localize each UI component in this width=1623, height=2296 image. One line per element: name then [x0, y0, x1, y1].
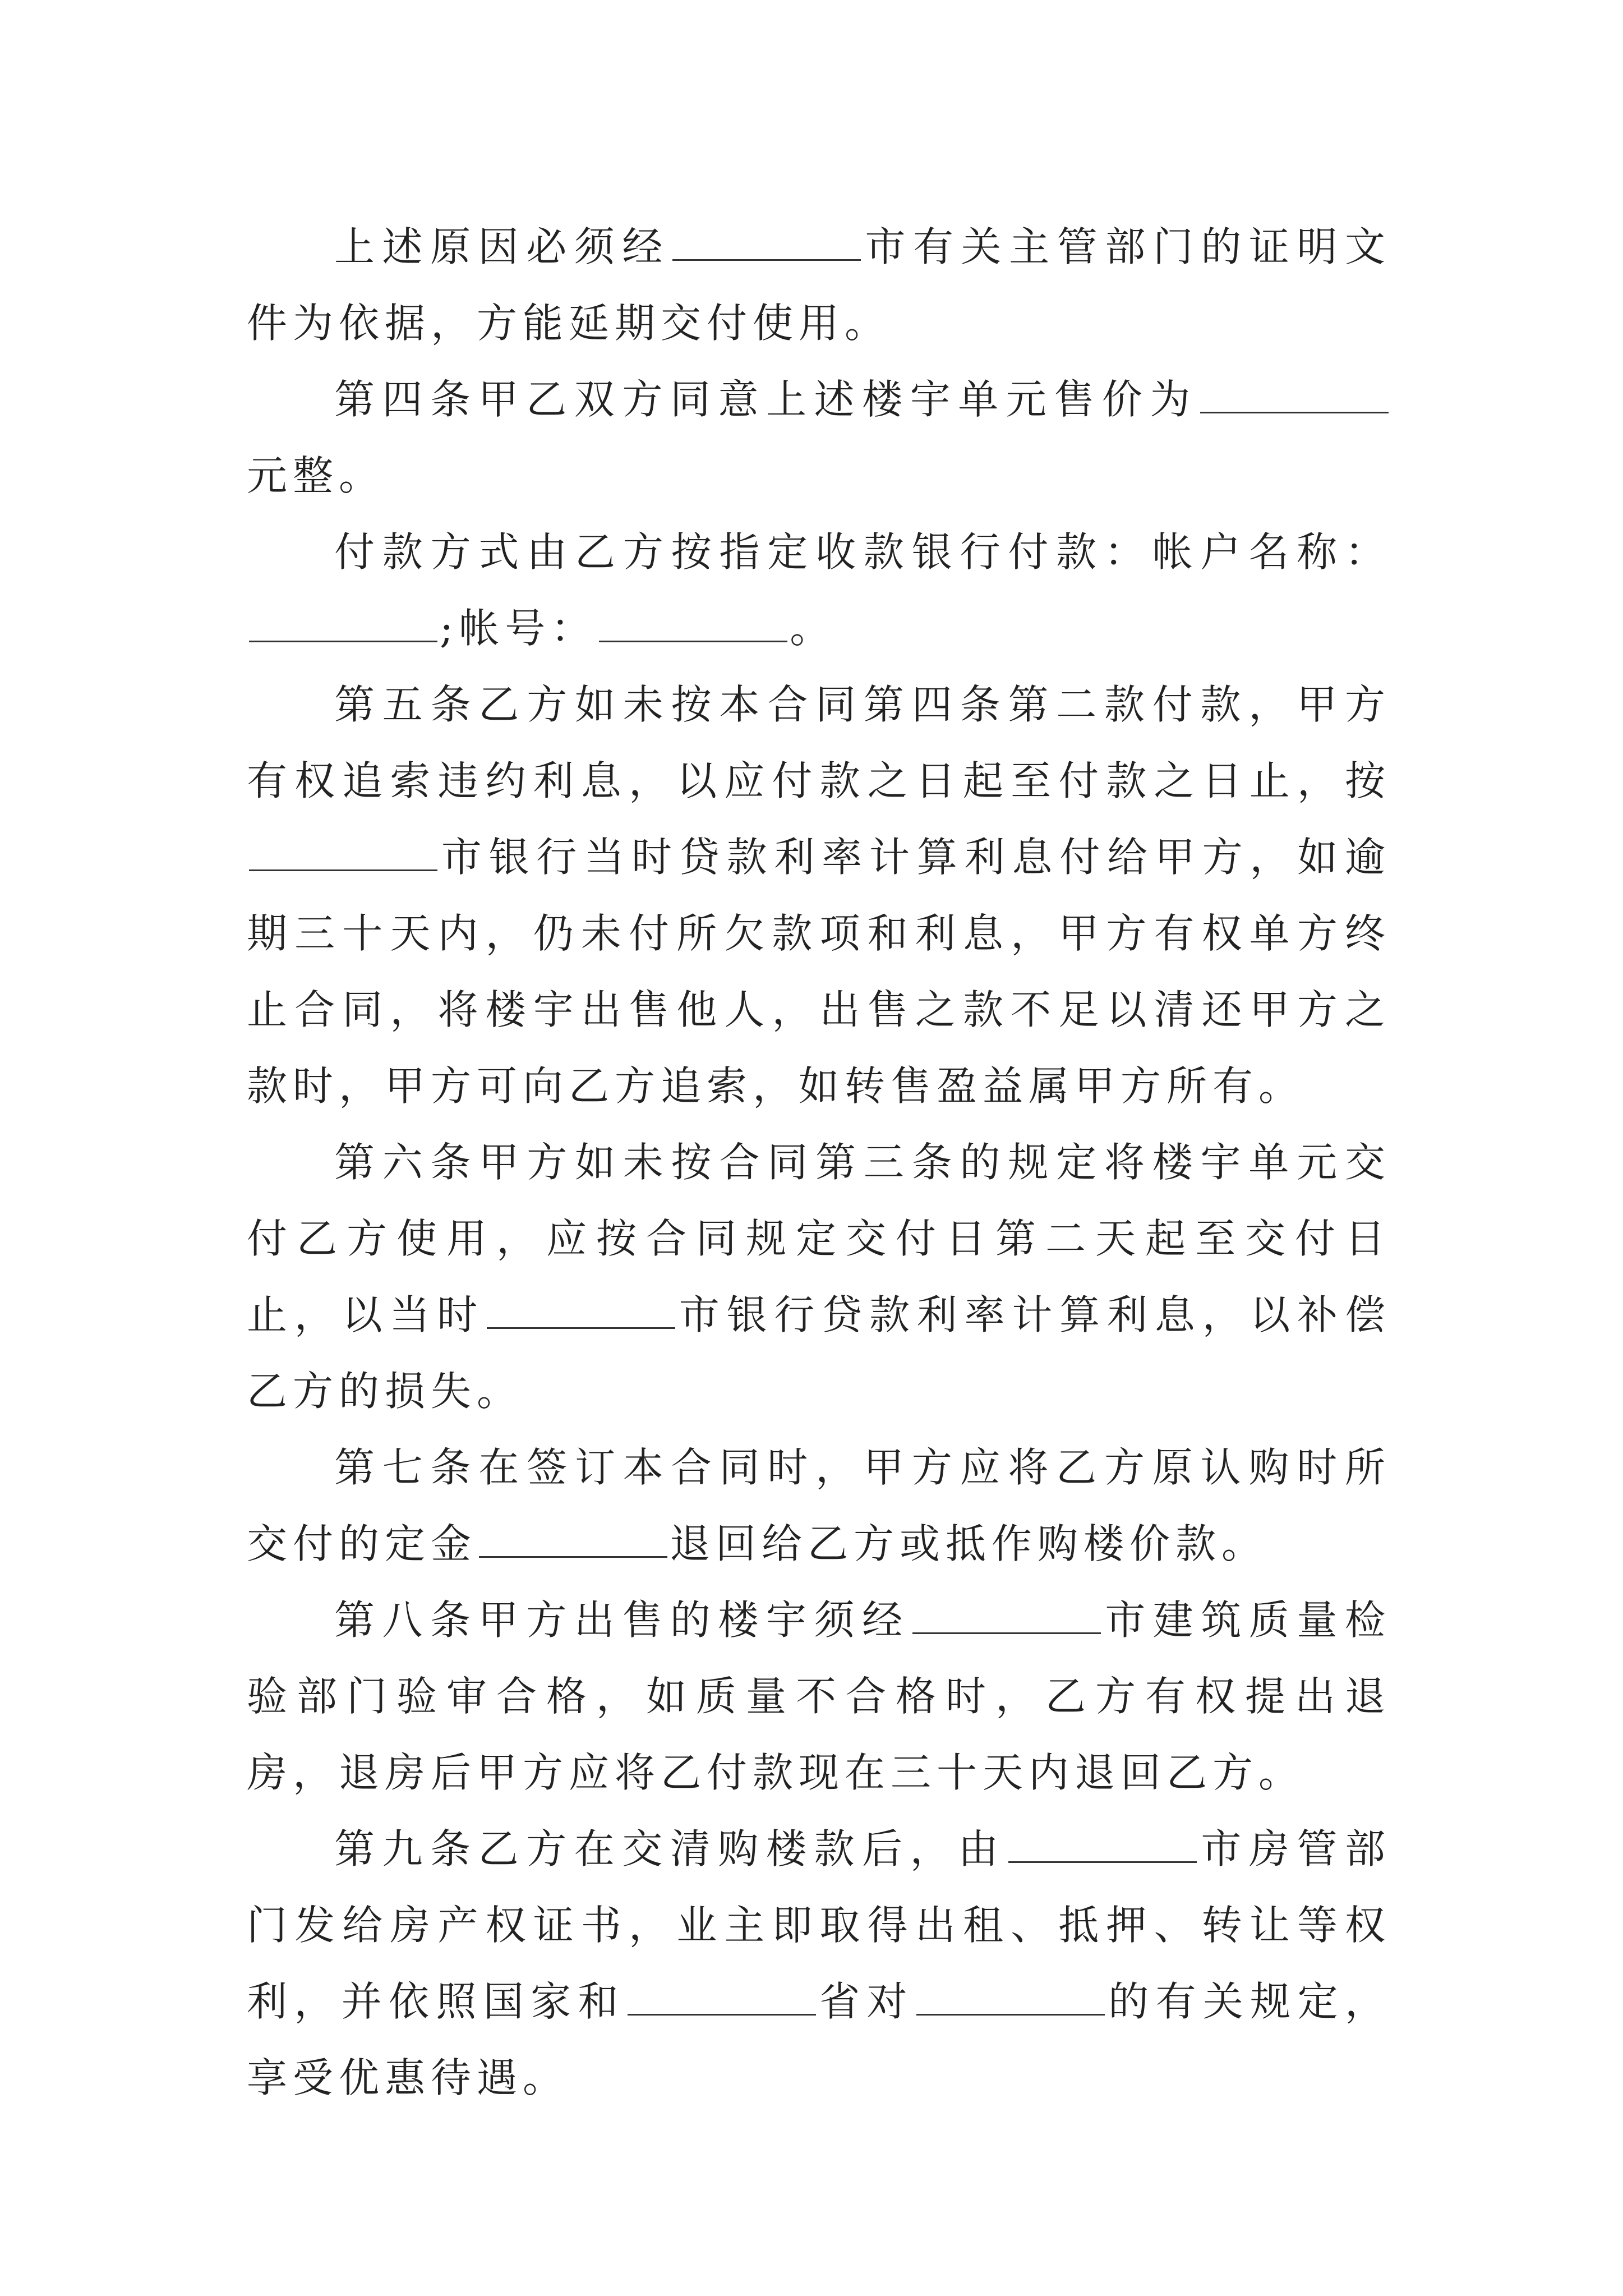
fill-in-blank [672, 223, 861, 261]
fill-in-blank [912, 1596, 1101, 1634]
paragraph-text: 市建筑质量检验部门验审合格，如质量不合格时，乙方有权提出退房，退房后甲方应将乙付款现在三十天内退回乙方。 [247, 1596, 1391, 1796]
paragraph-article-9 [247, 1811, 1391, 2116]
paragraph-text: 元整。 [247, 452, 385, 499]
fill-in-blank [599, 604, 787, 642]
paragraph-text: 第七条在签订本合同时，甲方应将乙方原认购时所交付的定金 [247, 1444, 1391, 1567]
paragraph-reason-proof [247, 209, 1391, 361]
contract-body [247, 209, 1391, 2116]
paragraph-text: 市有关主管部门的证明文件为依据，方能延期交付使用。 [247, 223, 1391, 347]
fill-in-blank [628, 1977, 816, 2016]
paragraph-text: ;帐号： [440, 605, 597, 652]
fill-in-blank [249, 604, 437, 642]
paragraph-text: 市房管部门发给房产权证书，业主即取得出租、抵押、转让等权利，并依照国家和 [247, 1825, 1391, 2025]
paragraph-text: 第六条甲方如未按合同第三条的规定将楼宇单元交付乙方使用，应按合同规定交付日第二天起至交付日止，以当时 [247, 1139, 1391, 1338]
paragraph-article-4 [247, 361, 1391, 514]
paragraph-payment-method [247, 514, 1391, 666]
paragraph-article-8 [247, 1582, 1391, 1811]
paragraph-text: 第九条乙方在交清购楼款后，由 [334, 1825, 1006, 1872]
paragraph-text: 付款方式由乙方按指定收款银行付款：帐户名称： [334, 528, 1391, 576]
fill-in-blank [916, 1977, 1105, 2016]
paragraph-article-7 [247, 1429, 1391, 1582]
paragraph-text: 第八条甲方出售的楼宇须经 [334, 1596, 910, 1644]
paragraph-text: 市银行当时贷款利率计算利息付给甲方，如逾期三十天内，仍未付所欠款项和利息，甲方有权单方终止合同，将楼宇出售他人，出售之款不足以清还甲方之款时，甲方可向乙方追索，如转售盈益属甲方所有。 [247, 834, 1391, 1110]
paragraph-text: 第五条乙方如未按本合同第四条第二款付款，甲方有权追索违约利息，以应付款之日起至付款之日止，按 [247, 681, 1391, 804]
paragraph-article-6 [247, 1124, 1391, 1429]
paragraph-text: 的有关规定，享受优惠待遇。 [247, 1978, 1391, 2101]
paragraph-text: 省对 [818, 1978, 914, 2025]
paragraph-text: 退回给乙方或抵作购楼价款。 [670, 1520, 1268, 1567]
paragraph-text: 市银行贷款利率计算利息，以补偿乙方的损失。 [247, 1291, 1391, 1415]
fill-in-blank [1008, 1825, 1197, 1863]
fill-in-blank [479, 1520, 667, 1558]
paragraph-text: 上述原因必须经 [334, 223, 670, 270]
paragraph-text: 第四条甲乙双方同意上述楼宇单元售价为 [334, 376, 1198, 423]
fill-in-blank [487, 1291, 675, 1329]
paragraph-article-5 [247, 666, 1391, 1124]
paragraph-text: 。 [790, 605, 836, 652]
fill-in-blank [249, 833, 437, 871]
fill-in-blank [1200, 375, 1389, 413]
